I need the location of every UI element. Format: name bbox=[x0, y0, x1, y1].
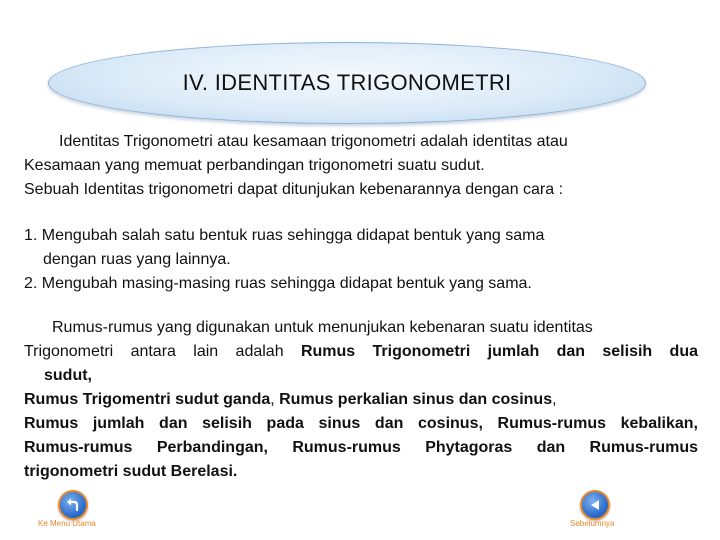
formulas-line-1: Rumus-rumus yang digunakan untuk menunjukan kebenaran suatu identitas bbox=[52, 319, 593, 336]
home-label[interactable]: Ke Menu Utama bbox=[38, 519, 96, 528]
formulas-line-6 bbox=[24, 436, 698, 460]
formulas-paragraph bbox=[24, 316, 698, 484]
return-arrow-icon bbox=[65, 497, 81, 513]
formulas-line-4-end: , bbox=[552, 391, 557, 408]
formulas-line-5 bbox=[24, 412, 698, 436]
list-item-1-line-2: dengan ruas yang lainnya. bbox=[43, 251, 231, 268]
formulas-line-3-comma: , bbox=[87, 367, 92, 384]
formulas-line-5-bold: Rumus jumlah dan selisih pada sinus dan cosinus, Rumus-rumus kebalikan, bbox=[24, 415, 698, 432]
formulas-line-4-bold-a: Rumus Trigomentri sudut ganda bbox=[24, 391, 271, 408]
list-item-2: 2. Mengubah masing-masing ruas sehingga didapat bentuk yang sama. bbox=[24, 275, 532, 292]
formulas-line-6-bold: Rumus-rumus Perbandingan, Rumus-rumus Phytagoras dan Rumus-rumus bbox=[24, 439, 698, 456]
formulas-line-2-text: Trigonometri antara lain adalah bbox=[24, 343, 301, 360]
intro-line-1: Identitas Trigonometri atau kesamaan trigonometri adalah identitas atau bbox=[59, 133, 568, 150]
formulas-line-3-bold: sudut bbox=[44, 367, 88, 384]
previous-label[interactable]: Sebelumnya bbox=[570, 519, 615, 528]
formulas-line-7 bbox=[24, 460, 698, 484]
intro-line-2: Kesamaan yang memuat perbandingan trigonometri suatu sudut. bbox=[24, 157, 485, 174]
formulas-line-4-sep: , bbox=[270, 391, 280, 408]
intro-paragraph bbox=[24, 130, 698, 202]
intro-line-3: Sebuah Identitas trigonometri dapat ditunjukan kebenarannya dengan cara : bbox=[24, 181, 564, 198]
method-list bbox=[24, 224, 698, 296]
list-item-1-line-1: 1. Mengubah salah satu bentuk ruas sehingga didapat bentuk yang sama bbox=[24, 227, 545, 244]
formulas-line-2-bold: Rumus Trigonometri jumlah dan selisih dua bbox=[300, 343, 698, 360]
home-button[interactable] bbox=[58, 490, 88, 520]
formulas-line-2 bbox=[24, 340, 698, 364]
left-triangle-icon bbox=[588, 498, 602, 512]
formulas-line-3 bbox=[24, 364, 698, 388]
formulas-line-4-bold-b: Rumus perkalian sinus dan cosinus bbox=[279, 391, 553, 408]
page-title: IV. IDENTITAS TRIGONOMETRI bbox=[182, 70, 512, 95]
formulas-line-7-bold: trigonometri sudut Berelasi. bbox=[24, 463, 238, 480]
previous-button[interactable] bbox=[580, 490, 610, 520]
formulas-line-4 bbox=[24, 388, 698, 412]
title-banner bbox=[48, 42, 646, 124]
